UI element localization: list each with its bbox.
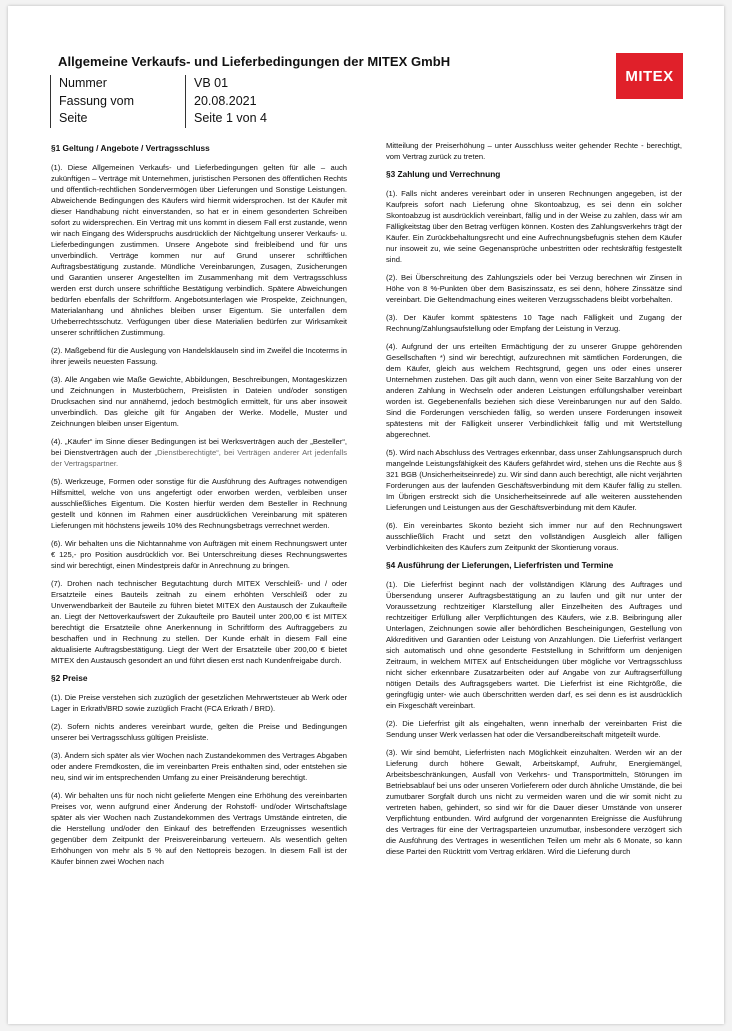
paragraph: (2). Maßgebend für die Auslegung von Handelsklauseln sind im Zweifel die Incoterms in ihrer jeweils neuesten Fassung. <box>51 346 347 366</box>
meta-value: 20.08.2021 <box>194 93 257 108</box>
meta-row <box>51 110 325 128</box>
paragraph: (7). Drohen nach technischer Begutachtung durch MITEX Verschleiß- und / oder Ersatzteile eines Bauteils zeitnah zu einem erhöhten Verschleiß oder zu Unverwendbarkeit der Bauteile zu führen bietet MITEX den Austausch der Zukaufteile an. Liegt der Nettoverkaufswert der Zukaufteile pro Bauteil unter 200,00 € ist MITEX berechtigt die Ersatzteile ohne Anerkennung in Schriftform des Auftraggebers zu beschaffen und in Rechnung zu stellen. Der Kunde erhält in diesem Fall eine aktualisierte Auftragsbestätigung. Liegt der Wert der Ersatzteile über 200,00 € bietet MITEX den Austausch gesondert an und führt diesen erst nach Kundenfreigabe durch. <box>51 579 347 665</box>
paragraph-text: (4). „Käufer“ im Sinne dieser Bedingungen ist bei Werksverträgen auch der „Besteller“, bei Dienstverträgen auch der <box>51 437 347 457</box>
paragraph <box>51 436 347 469</box>
document-title: Allgemeine Verkaufs- und Lieferbedingungen der MITEX GmbH <box>58 54 451 69</box>
paragraph: (3). Wir sind bemüht, Lieferfristen nach Möglichkeit einzuhalten. Werden wir an der Lieferung durch höhere Gewalt, Arbeitskampf, Aufruhr, Energiemängel, Arbeitsbeschränkungen, Ausfall von Verkehrs- und Transportmitteln, Störungen im Betriebsablauf bei uns oder unseren Vorlieferern oder durch ähnliche Umstände, die bei zumutbarer Sorgfalt durch uns nicht zu vermeiden waren und die wir somit nicht zu vertreten haben, gehindert, so sind wir für die Dauer dieser Umstände von unserer Verpflichtung entbunden. Wird aufgrund der vorgenannten Ereignisse die Ausführung des Vertrages für eine der Vertragsparteien unzumutbar, insbesondere verzögert sich die Ausführung des Vertrages in wesentlichen Teilen um mehr als 6 Monate, so kann diese Partei den Rücktritt vom Vertrag erklären. Wird die Lieferung durch <box>386 748 682 856</box>
left-column <box>51 143 347 874</box>
paragraph: (5). Werkzeuge, Formen oder sonstige für die Ausführung des Auftrages notwendigen Hilfsmittel, welche von uns angefertigt oder erworben werden, verbleiben unser ausschließliches Eigentum. Die Kosten hierfür werden dem Besteller in Rechnung gestellt und können im Rahmen einer ausdrücklichen Vereinbarung mit späteren Lieferungen mit höchstens jeweils 10% des Rechnungsbetrags verrechnet werden. <box>51 477 347 530</box>
section-heading-4: §4 Ausführung der Lieferungen, Lieferfristen und Termine <box>386 560 614 570</box>
meta-label: Seite <box>51 110 186 128</box>
paragraph: (1). Diese Allgemeinen Verkaufs- und Lieferbedingungen gelten für alle – auch zukünftigen – Verträge mit Unternehmen, juristischen Personen des öffentlichen Rechts und öffentlich-rechtlichen Sondervermögen über Lieferungen und Sonstige Leistungen. Abweichende Bedingungen des Käufers wird hiermit widersprochen. Ist der Käufer mit dieser Handhabung nicht einverstanden, so hat er in einem gesonderten Schreiben sofort zu widersprechen. Ein Vertrag mit uns kommt in diesem Fall erst zustande, wenn wir nach Eingang des Widerspruchs ausdrücklich der Nichtgeltung unserer Verkaufs- u. Lieferbedingungen zustimmen. Unsere Angebote sind freibleibend und für uns unverbindlich. Verträge kommen nur auf Grund unserer schriftlichen Auftragsbestätigung zustande. Mündliche Vereinbarungen, Zusagen, Zusicherungen und Garantien unserer Angestellten im Zusammenhang mit dem Vertragsschluss werden erst durch unsere schriftliche Bestätigung verbindlich. Spätere Abweichungen bedürfen ebenfalls der Schriftform. Angebotsunterlagen wie Prospekte, Zeichnungen, Materialanhang und ähnliches bleiben unser Eigentum. Sie unterfallen dem Urheberrechtsschutz. Verfügungen über diese Materialien bedürfen zur Wirksamkeit unserer schriftlichen Zustimmung. <box>51 163 347 337</box>
meta-value: VB 01 <box>194 76 229 90</box>
paragraph: (3). Ändern sich später als vier Wochen nach Zustandekommen des Vertrages Abgaben oder andere Fremdkosten, die im vereinbarten Preis enthalten sind, oder entstehen sie neu, sind wir im entsprechenden Umfang zu einer Preisänderung berechtigt. <box>51 751 347 782</box>
paragraph: (6). Wir behalten uns die Nichtannahme von Aufträgen mit einem Rechnungswert unter € 125,- pro Position ausdrücklich vor. Bei Unterschreitung dieses Rechnungswertes sind wir berechtigt, einen Mindestpreis dafür in Anrechnung zu bringen. <box>51 539 347 570</box>
paragraph: (3). Der Käufer kommt spätestens 10 Tage nach Fälligkeit und Zugang der Rechnung/Zahlungsaufstellung oder Empfang der Leistung in Verzug. <box>386 313 682 333</box>
paragraph: (5). Wird nach Abschluss des Vertrages erkennbar, dass unser Zahlungsanspruch durch mangelnde Leistungsfähigkeit des Käufers gefährdet wird, stehen uns die Rechte aus § 321 BGB (Unsicherheitseinrede) zu. Wir sind dann auch berechtigt, alle nicht verjährten Forderungen aus der laufenden Geschäftsverbindung mit dem Käufer fällig zu stellen. Im Übrigen erstreckt sich die Unsicherheitseinrede auf alle weiteren ausstehenden Lieferungen und Leistungen aus der Geschäftsverbindung mit dem Käufer. <box>386 448 682 512</box>
section-heading-1: §1 Geltung / Angebote / Vertragsschluss <box>51 143 210 153</box>
paragraph-text-gray: „Dienstberechtigte“, bei Verträgen anderer Art jedenfalls der Vertragspartner. <box>51 448 348 468</box>
meta-value: Seite 1 von 4 <box>194 111 267 125</box>
paragraph: (1). Die Lieferfrist beginnt nach der vollständigen Klärung des Auftrages und Übersendung unserer Auftragsbestätigung an zu laufen und gilt nur unter der Voraussetzung rechtzeitiger Klarstellung aller Einzelheiten des Auftrages und rechtzeitiger Erfüllung aller Verpflichtungen des Käufers, wie z.B. Beibringung aller Unterlagen, Zeichnungen sowie aller behördlichen Bescheinigungen, Gestellung von Akkreditiven und Garantien oder Leistung von Anzahlungen. Die Lieferfrist verlängert sich automatisch und ohne gesonderte Feststellung in Schriftform um denjenigen Zeitraum, in welchem MITEX auf Entscheidungen über mögliche vor Vertragsschluss nicht sicher erkennbare Zusatzarbeiten oder auf Angabe von zur Auftragserfüllung nötigen Details des Auftragsgebers wartet. Die Lieferfrist ist eine Richtgröße, die geringfügig unter- wie auch überschritten werden darf, es sei denn es ist ausdrücklich ein Fixgeschäft vereinbart. <box>386 580 682 710</box>
paragraph: (4). Aufgrund der uns erteilten Ermächtigung der zu unserer Gruppe gehörenden Gesellschaften *) sind wir berechtigt, aufzurechnen mit sämtlichen Forderungen, die dem Käufer, gleich aus welchem Rechtsgrund, gegen uns oder eines unserer Unternehmen zustehen. Das gilt auch dann, wenn von einer Seite Barzahlung von der anderen Zahlung in Wechseln oder anderen Leistungen erfüllungshalber vereinbart worden ist. Gegebenenfalls beziehen sich diese Vereinbarungen nur auf den Saldo. Sind die Forderungen verschieden fällig, so werden unsere Forderungen insoweit spätestens mit der Fälligkeit unserer Verbindlichkeit fällig und mit Wertstellung abgerechnet. <box>386 342 682 439</box>
document-page <box>8 6 724 1024</box>
paragraph: (3). Alle Angaben wie Maße Gewichte, Abbildungen, Beschreibungen, Montageskizzen und Zeichnungen in Musterbüchern, Preislisten in Dateien und/oder sonstigen Drucksachen sind nur annähernd, jedoch bestmöglich ermittelt, für uns aber insoweit unverbindlich. Das gleiche gilt für Angaben der Werke. Modelle, Muster und Zeichnungen bleiben unser Eigentum. <box>51 375 347 428</box>
document-meta-table <box>50 75 325 128</box>
paragraph: (2). Bei Überschreitung des Zahlungsziels oder bei Verzug berechnen wir Zinsen in Höhe von 8 %-Punkten über dem Basiszinssatz, es sei denn, höhere Zinssätze sind vereinbart. Die Geltendmachung eines weiteren Verzugsschadens bleibt vorbehalten. <box>386 273 682 304</box>
logo-text: MITEX <box>625 67 674 85</box>
section-heading-3: §3 Zahlung und Verrechnung <box>386 169 501 179</box>
meta-row <box>51 93 325 111</box>
paragraph: (2). Die Lieferfrist gilt als eingehalten, wenn innerhalb der vereinbarten Frist die Sendung unser Werk verlassen hat oder die Versandbereitschaft mitgeteilt wurde. <box>386 719 682 739</box>
paragraph: Mitteilung der Preiserhöhung – unter Ausschluss weiter gehender Rechte - berechtigt, vom Vertrag zurück zu treten. <box>386 141 682 161</box>
meta-label: Nummer <box>51 75 186 93</box>
mitex-logo <box>616 53 683 99</box>
meta-row <box>51 75 325 93</box>
paragraph: (1). Die Preise verstehen sich zuzüglich der gesetzlichen Mehrwertsteuer ab Werk oder Lager in Erkrath/BRD sowie zuzüglich Fracht (FCA Erkrath / BRD). <box>51 693 347 713</box>
paragraph: (4). Wir behalten uns für noch nicht gelieferte Mengen eine Erhöhung des vereinbarten Preises vor, wenn aufgrund einer Änderung der Rohstoff- und/oder Wirtschaftslage später als vier Wochen nach Zustandekommen des Vertrags Umstände eintreten, die die Herstellung und/oder den Einkauf des betreffenden Erzeugnisses wesentlich gegenüber dem Zeitpunkt der Preisvereinbarung verteuern. Als wesentlich gelten Erhöhungen von mehr als 5 % auf den Nettopreis bezogen. In diesem Fall ist der Käufer binnen zwei Wochen nach <box>51 791 347 866</box>
paragraph: (1). Falls nicht anderes vereinbart oder in unseren Rechnungen angegeben, ist der Kaufpreis sofort nach Lieferung ohne Skontoabzug, es sei denn ein solcher Skontoabzug ist ausdrücklich vereinbart, fällig und in der Weise zu zahlen, dass wir am Fälligkeitstag über den Betrag verfügen können. Kosten des Zahlungsverkehrs trägt der Käufer. Ein Zurückbehaltungsrecht und eine Aufrechnungsbefugnis stehen dem Käufer nur insoweit zu, wie seine Gegenansprüche unbestritten oder rechtskräftig festgestellt sind. <box>386 189 682 264</box>
section-heading-2: §2 Preise <box>51 673 88 683</box>
right-column <box>386 140 682 864</box>
paragraph: (2). Sofern nichts anderes vereinbart wurde, gelten die Preise und Bedingungen unserer bei Vertragsschluss gültigen Preisliste. <box>51 722 347 742</box>
meta-label: Fassung vom <box>51 93 186 111</box>
paragraph: (6). Ein vereinbartes Skonto bezieht sich immer nur auf den Rechnungswert ausschließlich Fracht und setzt den vollständigen Ausgleich aller fälligen Verbindlichkeiten des Käufers zum Zeitpunkt der Skontierung voraus. <box>386 521 682 552</box>
